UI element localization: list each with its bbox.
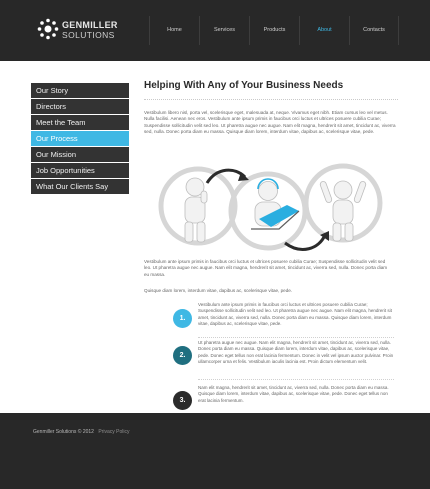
- cheering-figure: [319, 181, 366, 241]
- process-step-1: [171, 302, 393, 338]
- body-paragraph-2: Vestibulum ante ipsum primis in faucibus orci luctus et ultrices posuere cubilia Curae; Suspendisse sollicitudin velit sed leo. Ut pharetra augue nec augue. Nam elit magna, hendrerit sit amet, tincidunt ac, viverra sed, nulla. Donec porta diam eu massa.: [144, 259, 388, 277]
- intro-paragraph: Vestibulum libero nisl, porta vel, scelerisque eget, malesuada at, neque. Vivamus eget nibh. Etiam cursus leo vel metus. Nulla facilisi. Aenean nec eros. Vestibulum ante ipsum primis in faucibus orci luctus et ultrices posuere cubilia Curae; Suspendisse sollicitudin velit sed leo. Ut pharetra augue nec augue. Nam elit magna, hendrerit sit amet, tincidunt ac, viverra sed, nulla. Donec porta diam eu massa. Quisque diam lorem, interdum vitae, dapibus ac, scelerisque vitae, pede.: [144, 110, 396, 135]
- logo-gear-icon: [37, 18, 59, 40]
- sidebar-item-our-process[interactable]: Our Process: [31, 131, 129, 146]
- sidebar-item-clients-say[interactable]: What Our Clients Say: [31, 179, 129, 194]
- footer: [0, 413, 430, 489]
- step-text: Vestibulum ante ipsum primis in faucibus orci luctus et ultrices posuere cubilia Curae; Suspendisse sollicitudin velit sed leo. Ut pharetra augue nec augue. Nam elit magna, hendrerit sit amet, tincidunt ac, viverra sed, nulla. Donec porta diam eu massa. Quisque diam lorem, interdum vitae, dapibus ac, scelerisque vitae, pede.: [198, 302, 392, 327]
- main-nav: [149, 16, 399, 45]
- main-content: [144, 80, 398, 136]
- sidebar-item-our-story[interactable]: Our Story: [31, 83, 129, 98]
- sidebar-item-job-opportunities[interactable]: Job Opportunities: [31, 163, 129, 178]
- sidebar-item-directors[interactable]: Directors: [31, 99, 129, 114]
- sidebar-item-meet-the-team[interactable]: Meet the Team: [31, 115, 129, 130]
- logo-text-line1: GENMILLER: [62, 20, 118, 30]
- step-divider: [198, 379, 394, 380]
- footer-copyright: [33, 429, 129, 435]
- logo-text-line2: SOLUTIONS: [62, 30, 115, 40]
- thinking-figure: [185, 178, 207, 242]
- operator-figure: [251, 179, 299, 229]
- logo[interactable]: [37, 18, 137, 44]
- copyright-text: Genmiller Solutions © 2012: [33, 429, 94, 435]
- nav-home[interactable]: Home: [149, 16, 199, 45]
- nav-about[interactable]: About: [299, 16, 349, 45]
- nav-services[interactable]: Services: [199, 16, 249, 45]
- title-divider: [144, 99, 398, 100]
- step-text: Ut pharetra augue nec augue. Nam elit magna, hendrerit sit amet, tincidunt ac, viverra sed, nulla. Donec porta diam eu massa. Quisque diam lorem, interdum vitae, dapibus ac, scelerisque vitae, pede. Donec eget tellus non erat lacinia fermentum. Donec in velit vel ipsum auctor pulvinar. Proin ullamcorper urna et felis. Vestibulum iaculis lacinia est. Proin dictum elementum velit.: [198, 340, 394, 365]
- nav-products[interactable]: Products: [249, 16, 299, 45]
- step-divider: [198, 337, 394, 338]
- process-step-2: [171, 340, 393, 380]
- process-step-3: [171, 385, 393, 411]
- body-paragraph-3: Quisque diam lorem, interdum vitae, dapibus ac, scelerisque vitae, pede.: [144, 288, 293, 293]
- sidebar-item-our-mission[interactable]: Our Mission: [31, 147, 129, 162]
- step-number-badge: 3.: [173, 391, 192, 410]
- process-illustration: [155, 163, 385, 258]
- sidebar: [31, 83, 129, 195]
- nav-contacts[interactable]: Contacts: [349, 16, 399, 45]
- step-text: Nam elit magna, hendrerit sit amet, tincidunt ac, viverra sed, nulla. Donec porta diam eu massa. Quisque diam lorem, interdum vitae, dapibus ac, scelerisque vitae, pede. Donec eget tellus non erat lacinia fermentum.: [198, 385, 389, 403]
- privacy-policy-link[interactable]: Privacy Policy: [98, 429, 130, 435]
- page-title: Helping With Any of Your Business Needs: [144, 80, 344, 91]
- header: [0, 0, 430, 61]
- step-number-badge: 2.: [173, 346, 192, 365]
- step-number-badge: 1.: [173, 309, 192, 328]
